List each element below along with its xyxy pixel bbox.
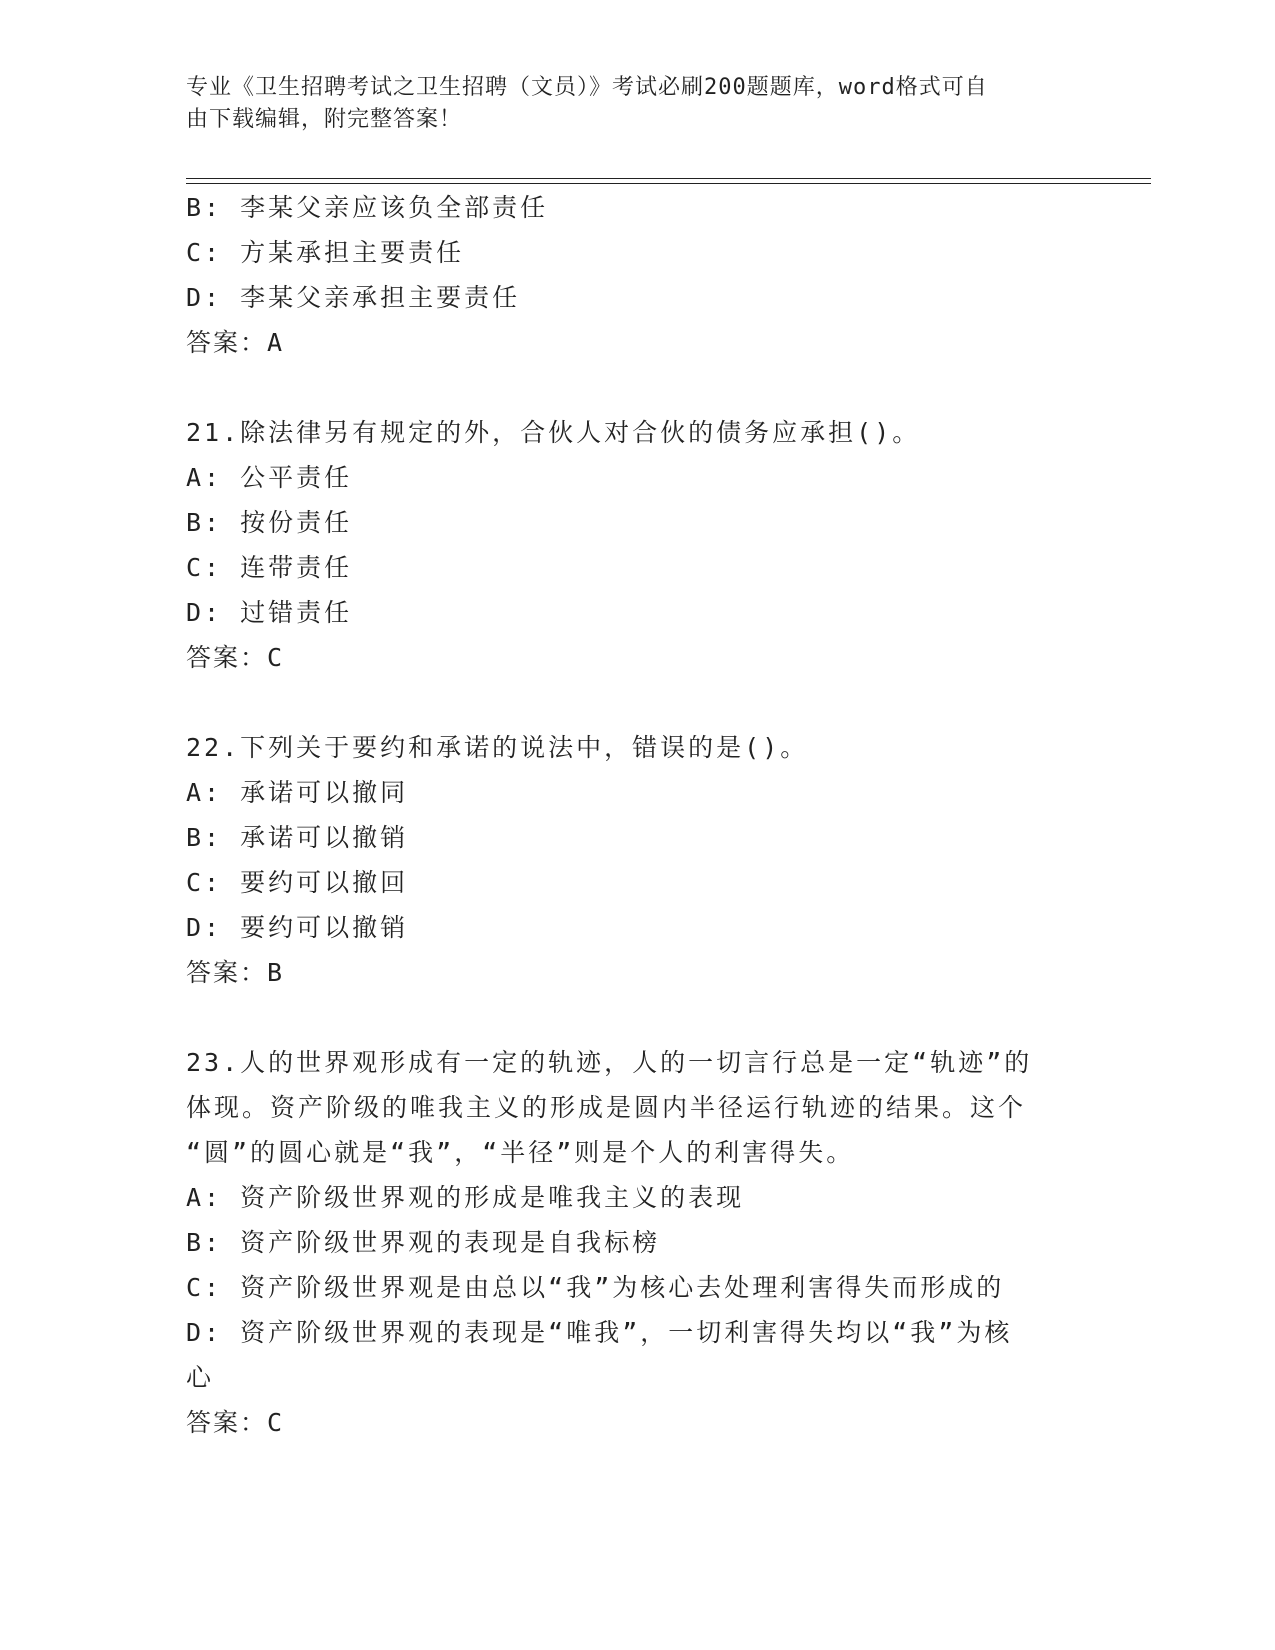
q21-stem: 21.除法律另有规定的外，合伙人对合伙的债务应承担()。 [186,418,921,447]
q23-answer: 答案：C [186,1408,285,1437]
q21-option-a: A: 公平责任 [186,463,353,492]
header-line-1: 专业《卫生招聘考试之卫生招聘（文员）》考试必刷200题题库，word格式可自 [186,75,988,100]
q22-option-a: A: 承诺可以撤同 [186,778,409,807]
q23-option-c: C: 资产阶级世界观是由总以“我”为核心去处理利害得失而形成的 [186,1273,1005,1302]
q20-option-c: C: 方某承担主要责任 [186,238,465,267]
q23-option-a: A: 资产阶级世界观的形成是唯我主义的表现 [186,1183,745,1212]
q23-stem-line-2: 体现。资产阶级的唯我主义的形成是圆内半径运行轨迹的结果。这个 [186,1093,1027,1122]
q22-stem: 22.下列关于要约和承诺的说法中，错误的是()。 [186,733,809,762]
header-divider-bottom [186,183,1151,184]
q23-option-d-line-1: D: 资产阶级世界观的表现是“唯我”，一切利害得失均以“我”为核 [186,1318,1013,1347]
header-line-2: 由下载编辑，附完整答案！ [186,107,463,132]
document-header [186,72,1066,136]
q21-option-d: D: 过错责任 [186,598,353,627]
q20-answer: 答案：A [186,328,285,357]
q23-option-b: B: 资产阶级世界观的表现是自我标榜 [186,1228,661,1257]
q22-answer: 答案：B [186,958,285,987]
header-divider-top [186,178,1151,179]
q21-option-c: C: 连带责任 [186,553,353,582]
q21-option-b: B: 按份责任 [186,508,353,537]
q22-option-c: C: 要约可以撤回 [186,868,409,897]
q23-stem-line-1: 23.人的世界观形成有一定的轨迹，人的一切言行总是一定“轨迹”的 [186,1048,1033,1077]
q22-option-d: D: 要约可以撤销 [186,913,409,942]
q23-option-d-line-2: 心 [186,1363,215,1392]
q23-stem-line-3: “圆”的圆心就是“我”，“半径”则是个人的利害得失。 [186,1138,855,1167]
q20-option-d: D: 李某父亲承担主要责任 [186,283,521,312]
q20-option-b: B: 李某父亲应该负全部责任 [186,193,549,222]
q21-answer: 答案：C [186,643,285,672]
q22-option-b: B: 承诺可以撤销 [186,823,409,852]
